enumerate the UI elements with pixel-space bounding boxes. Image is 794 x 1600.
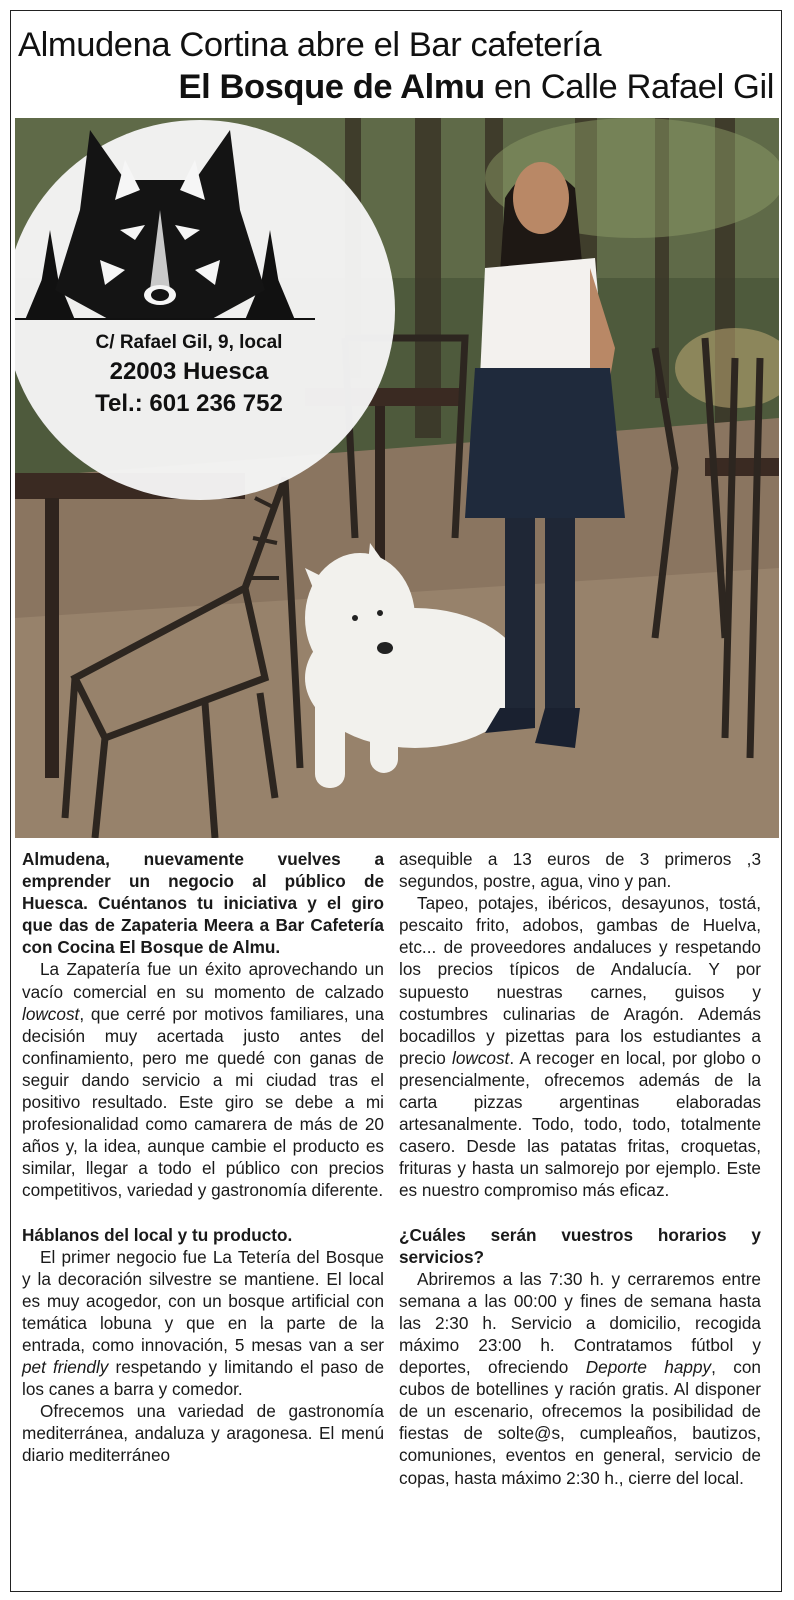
article-photo (15, 118, 779, 838)
headline-line-2 (18, 68, 774, 107)
answer-2-paragraph-3: Tapeo, potajes, ibéricos, desayunos, tostá, pescaito frito, adobos, gambas de Huelva, etc... de proveedores andaluces y respetando los precios típicos de Andalucía. Y por supuesto nuestras carnes, guisos y costumbres culinarias de Aragón. Además bocadillos y pizettas para los estudiantes a precio lowcost. A recoger en local, por globo o presencialmente, ofrecemos además de la carta pizzas argentinas elaboradas artesanalmente. Todo, todo, todo, totalmente casero. Desde las patatas fritas, croquetas, frituras y hasta un salmorejo por ejemplo. Este es nuestro compromiso más eficaz. (399, 893, 761, 1201)
logo-phone: Tel.: 601 236 752 (95, 390, 283, 417)
question-2: Háblanos del local y tu producto. (22, 1224, 293, 1245)
logo-address-street: C/ Rafael Gil, 9, local (95, 332, 283, 353)
logo-address-city: 22003 Huesca (109, 358, 269, 385)
answer-3: Abriremos a las 7:30 h. y cerraremos entre semana a las 00:00 y fines de semana hasta las 2:30 h. Servicio a domicilio, recogida máximo 23:00 h. Contratamos fútbol y deportes, ofreciendo Deporte happy, con cubos de botellines y ración gratis. Al disponer de un escenario, ofrecemos la posibilidad de fiestas de solte@s, cumpleaños, bautizos, comuniones, eventos en general, servicio de copas, hasta máximo 2:30 h., cierre del local. (399, 1268, 761, 1488)
logo-badge (15, 120, 395, 500)
wolf-logo-icon (15, 120, 315, 320)
answer-2-paragraph-2-continued: asequible a 13 euros de 3 primeros ,3 segundos, postre, agua, vino y pan. (399, 849, 761, 892)
article-column-right (399, 848, 761, 1489)
headline-business-name: El Bosque de Almu (178, 68, 485, 106)
headline-street: en Calle Rafael Gil (484, 68, 774, 106)
question-3: ¿Cuáles serán vuestros horarios y servicios? (399, 1224, 761, 1267)
article-column-left (22, 848, 384, 1467)
headline-line-1: Almudena Cortina abre el Bar cafetería (18, 26, 602, 64)
answer-2-paragraph-1: El primer negocio fue La Tetería del Bosque y la decoración silvestre se mantiene. El local es muy acogedor, con un bosque artificial con temática lobuna y que en la parte de la entrada, como innovación, 5 mesas van a ser pet friendly respetando y limitando el paso de los canes a barra y comedor. (22, 1246, 384, 1400)
answer-2-paragraph-2: Ofrecemos una variedad de gastronomía mediterránea, andaluza y aragonesa. El menú diario mediterráneo (22, 1401, 384, 1466)
question-1: Almudena, nuevamente vuelves a emprender un negocio al público de Huesca. Cuéntanos tu iniciativa y el giro que das de Zapateria Meera a Bar Cafetería con Cocina El Bosque de Almu. (22, 849, 384, 958)
answer-1: La Zapatería fue un éxito aprovechando un vacío comercial en su momento de calzado lowcost, que cerré por motivos familiares, una decisión muy acertada justo antes del confinamiento, pero me quedé con ganas de seguir dando servicio a mi ciudad tras el positivo resultado. Este giro se debe a mi profesionalidad como camarera de más de 20 años y, la idea, aunque cambie el producto es similar, llegar a todo el público con precios competitivos, variedad y gastronomía diferente. (22, 959, 384, 1201)
